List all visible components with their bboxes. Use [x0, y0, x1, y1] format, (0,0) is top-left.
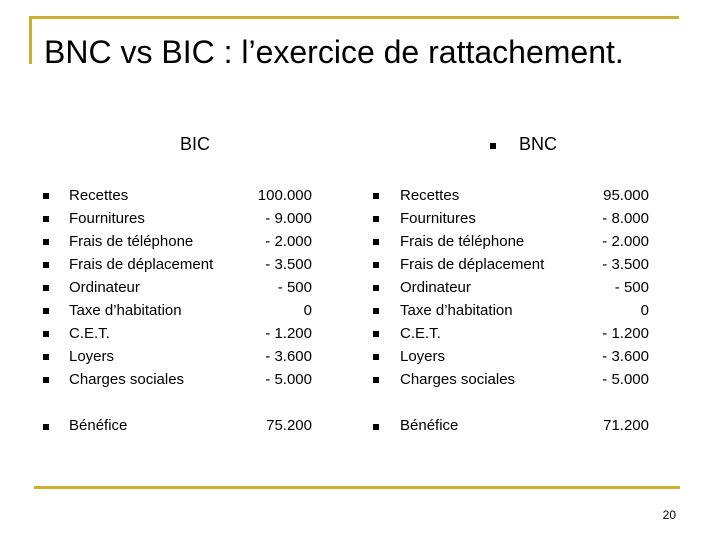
bnc-item-label: Fournitures	[400, 210, 476, 227]
bnc-item-value: - 3.500	[602, 256, 649, 273]
bic-item-value: - 500	[277, 279, 312, 296]
bnc-heading: BNC	[519, 134, 558, 154]
bnc-item-value: - 8.000	[602, 210, 649, 227]
bnc-heading-bullet-icon	[490, 143, 496, 149]
bullet-icon	[43, 308, 49, 314]
bullet-icon	[43, 331, 49, 337]
bnc-result-label: Bénéfice	[400, 417, 459, 434]
bullet-icon	[43, 216, 49, 222]
bnc-item-label: C.E.T.	[400, 325, 441, 342]
bnc-item-label: Charges sociales	[400, 371, 516, 388]
bnc-item-label: Ordinateur	[400, 279, 471, 296]
bullet-icon	[373, 377, 379, 383]
bic-item-value: - 3.600	[265, 348, 312, 365]
bullet-icon	[373, 285, 379, 291]
bnc-item-value: - 5.000	[602, 371, 649, 388]
bic-item-value: - 9.000	[265, 210, 312, 227]
bnc-item-value: 0	[640, 302, 649, 319]
page-number: 20	[662, 508, 676, 522]
bullet-icon	[373, 424, 379, 430]
bic-item-label: Taxe d’habitation	[69, 302, 182, 319]
footer-divider	[34, 486, 680, 489]
bic-heading: BIC	[180, 134, 211, 154]
bic-item-label: Fournitures	[69, 210, 145, 227]
bic-item-label: Frais de téléphone	[69, 233, 194, 250]
bullet-icon	[43, 239, 49, 245]
bnc-item-value: 95.000	[603, 187, 649, 204]
bic-item-value: - 3.500	[265, 256, 312, 273]
title-frame-left-border	[29, 16, 32, 64]
bnc-item-value: - 2.000	[602, 233, 649, 250]
title-frame-top-border	[29, 16, 679, 19]
slide-title: BNC vs BIC : l’exercice de rattachement.	[44, 34, 624, 70]
bnc-item-label: Frais de déplacement	[400, 256, 545, 273]
bic-item-label: Frais de déplacement	[69, 256, 214, 273]
bullet-icon	[43, 193, 49, 199]
bic-item-label: C.E.T.	[69, 325, 110, 342]
bullet-icon	[43, 285, 49, 291]
bullet-icon	[373, 239, 379, 245]
bullet-icon	[43, 262, 49, 268]
bullet-icon	[43, 424, 49, 430]
bullet-icon	[373, 193, 379, 199]
bullet-icon	[373, 354, 379, 360]
bic-item-value: - 2.000	[265, 233, 312, 250]
bic-item-value: - 1.200	[265, 325, 312, 342]
bic-result-label: Bénéfice	[69, 417, 128, 434]
bnc-item-value: - 3.600	[602, 348, 649, 365]
bic-item-label: Loyers	[69, 348, 115, 365]
bic-result-value: 75.200	[266, 417, 312, 434]
bic-item-value: 100.000	[257, 187, 312, 204]
bnc-item-label: Frais de téléphone	[400, 233, 525, 250]
bic-item-label: Charges sociales	[69, 371, 185, 388]
bnc-item-value: - 1.200	[602, 325, 649, 342]
bic-item-label: Recettes	[69, 187, 129, 204]
bic-item-value: 0	[303, 302, 312, 319]
bullet-icon	[373, 262, 379, 268]
bic-item-value: - 5.000	[265, 371, 312, 388]
bnc-item-label: Recettes	[400, 187, 460, 204]
bic-item-label: Ordinateur	[69, 279, 140, 296]
bullet-icon	[373, 216, 379, 222]
bnc-result-value: 71.200	[603, 417, 649, 434]
bullet-icon	[373, 331, 379, 337]
bnc-item-label: Loyers	[400, 348, 446, 365]
bullet-icon	[373, 308, 379, 314]
bullet-icon	[43, 377, 49, 383]
bnc-item-value: - 500	[614, 279, 649, 296]
bnc-item-label: Taxe d’habitation	[400, 302, 513, 319]
bullet-icon	[43, 354, 49, 360]
